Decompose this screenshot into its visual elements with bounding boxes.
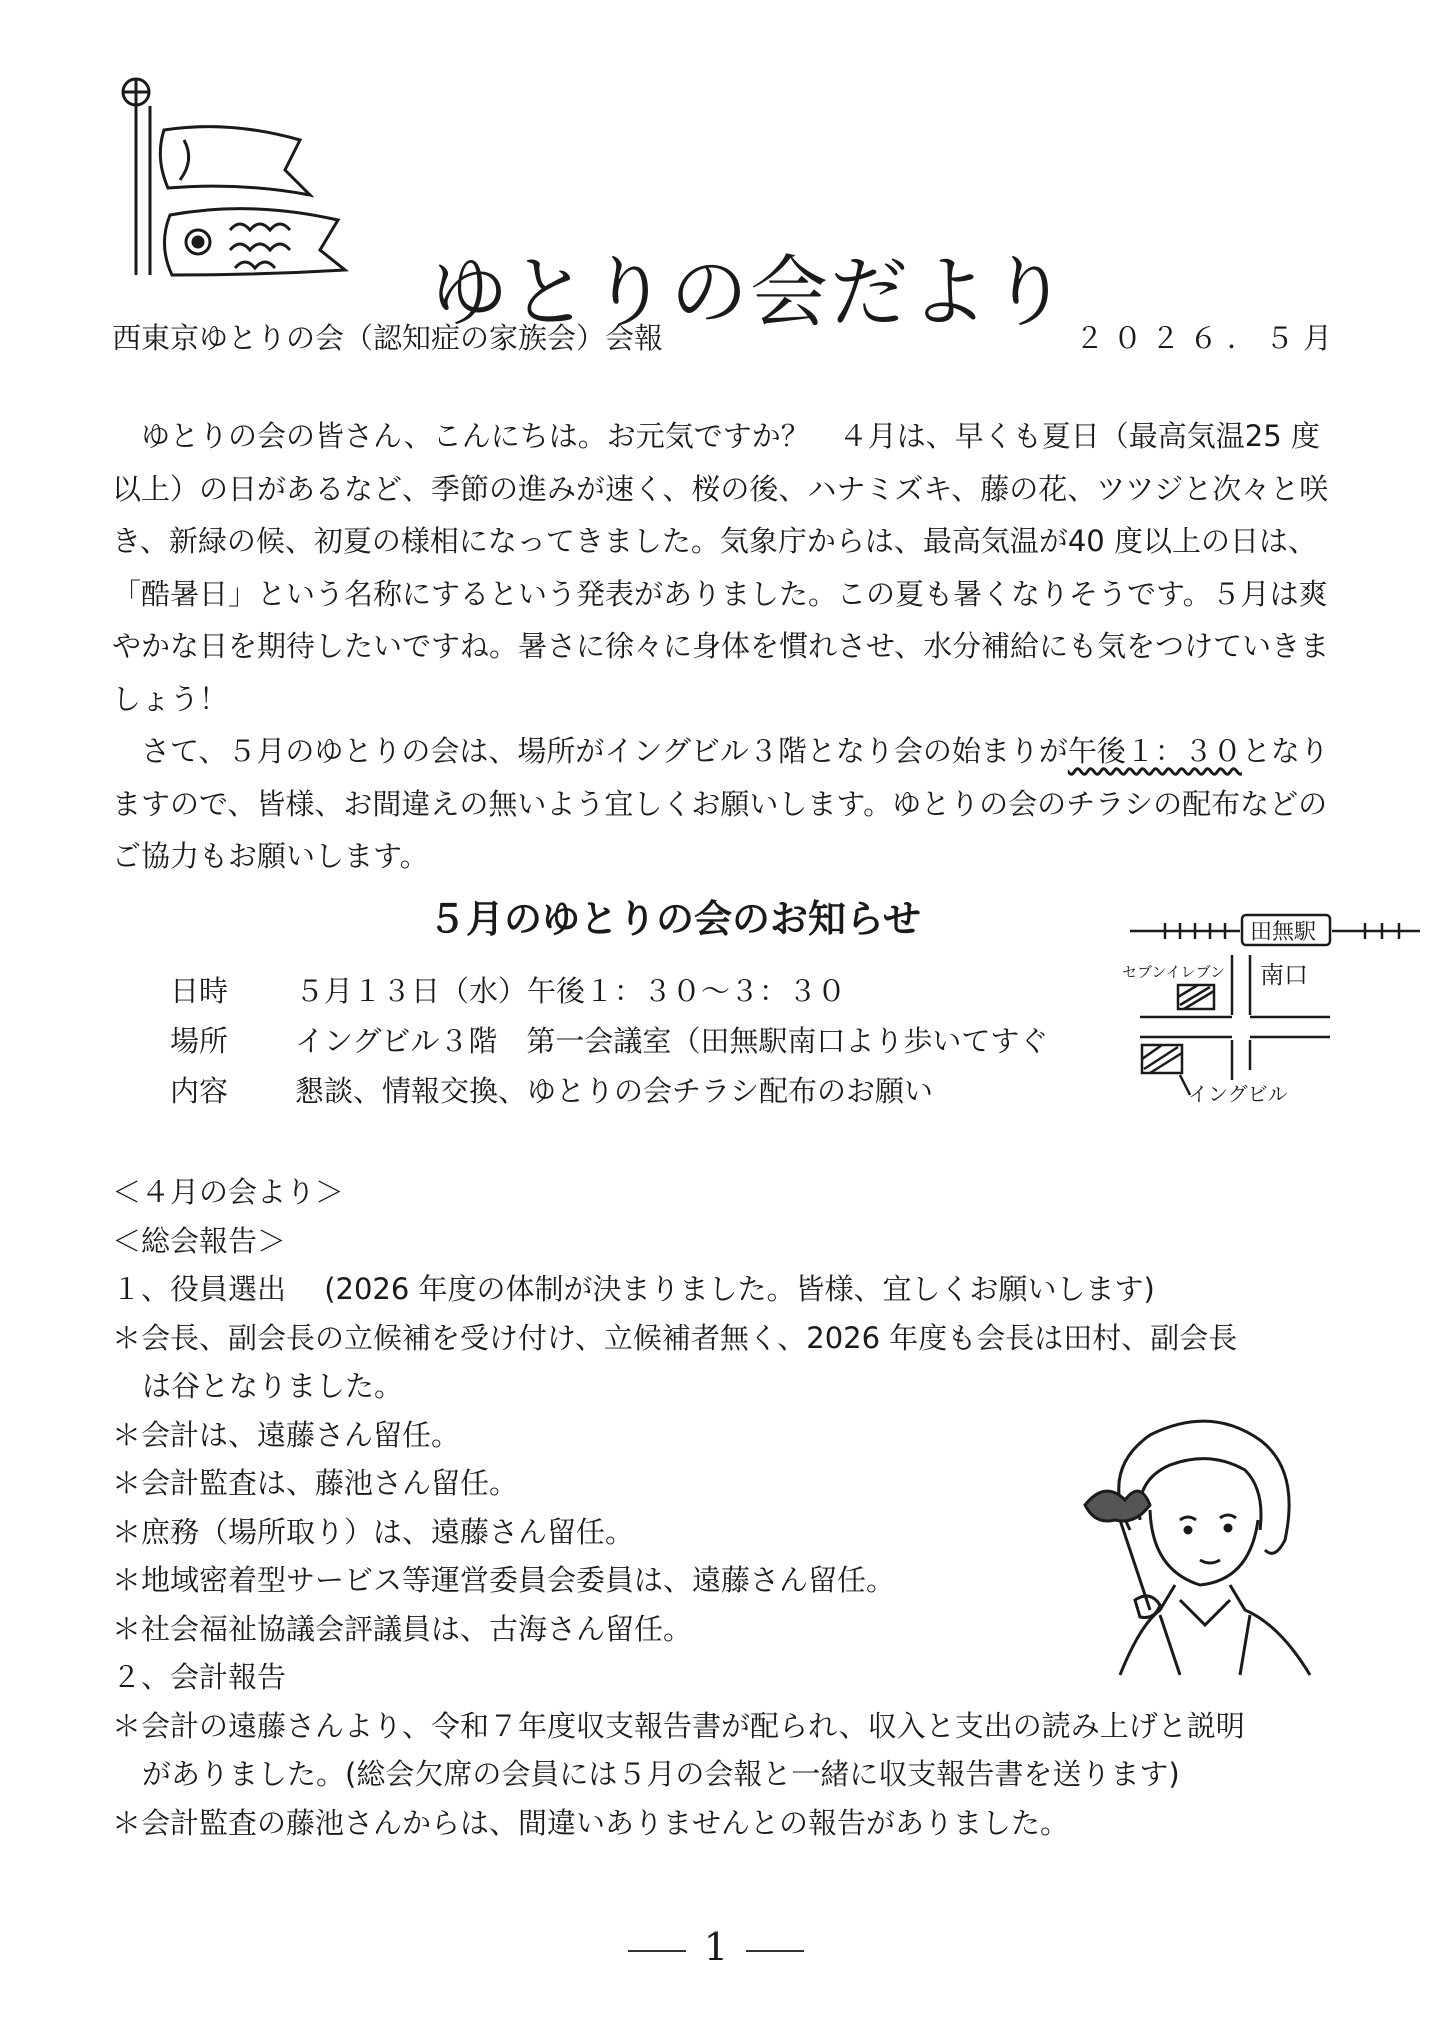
report-line: ＊会計監査は、藤池さん留任。 <box>112 1466 519 1500</box>
seven-eleven-label: セブンイレブン <box>1122 963 1226 981</box>
detail-value: イングビル３階 第一会議室（田無駅南口より歩いてすぐ <box>295 1024 1049 1058</box>
detail-row-location <box>170 1016 1048 1066</box>
report-line: ＊地域密着型サービス等運営委員会委員は、遠藤さん留任。 <box>112 1563 896 1597</box>
detail-row-content <box>170 1066 1048 1116</box>
south-exit-label: 南口 <box>1260 961 1308 989</box>
report-line: ＜４月の会より＞ <box>112 1175 345 1209</box>
intro-paragraph-2 <box>112 725 1342 883</box>
intro-paragraph-2-after: となりますので、皆様、お間違えの無いよう宜しくお願いします。ゆとりの会のチラシの配布などのご協力もお願いします。 <box>112 734 1329 873</box>
detail-label: 場所 <box>170 1024 229 1058</box>
report-line: ＊庶務（場所取り）は、遠藤さん留任。 <box>112 1514 635 1549</box>
report-line: ＜総会報告＞ <box>112 1223 287 1258</box>
access-map <box>1120 905 1430 1105</box>
report-line: １、役員選出 (2026 年度の体制が決まりました。皆様、宜しくお願いします) <box>112 1272 1155 1306</box>
newsletter-title: ゆとりの会だより <box>430 248 1071 339</box>
detail-label: 内容 <box>170 1074 229 1108</box>
report-line: ＊社会福祉協議会評議員は、古海さん留任。 <box>112 1611 693 1646</box>
report-line: ＊会計は、遠藤さん留任。 <box>112 1417 461 1452</box>
intro-section <box>112 410 1342 883</box>
report-line: ＊会長、副会長の立候補を受け付け、立候補者無く、2026 年度も会長は田村、副会長 <box>112 1320 1238 1355</box>
detail-value: 懇談、情報交換、ゆとりの会チラシ配布のお願い <box>295 1074 934 1108</box>
report-line: ＊会計監査の藤池さんからは、間違いありませんとの報告がありました。 <box>112 1805 1070 1840</box>
detail-row-datetime <box>170 966 1048 1016</box>
report-line: は谷となりました。 <box>142 1369 404 1403</box>
detail-label: 日時 <box>170 974 229 1008</box>
koinobori-illustration <box>110 70 370 280</box>
report-line: ２、会計報告 <box>112 1660 287 1694</box>
intro-paragraph-2-before: さて、５月のゆとりの会は、場所がイングビル３階となり会の始まりが <box>141 734 1068 768</box>
notice-title: ５月のゆとりの会のお知らせ <box>428 897 921 941</box>
page-number-dash-right <box>746 1950 804 1952</box>
station-label: 田無駅 <box>1250 920 1317 945</box>
page-number <box>0 1925 1432 1969</box>
page-number-dash-left <box>628 1950 686 1952</box>
start-time-highlight: 午後１：３０ <box>1067 734 1242 768</box>
report-line: がありました。(総会欠席の会員には５月の会報と一緒に収支報告書を送ります) <box>142 1757 1180 1791</box>
notice-details <box>170 966 1048 1116</box>
building-label: イングビル <box>1188 1082 1288 1106</box>
report-line: ＊会計の遠藤さんより、令和７年度収支報告書が配られ、収入と支出の読み上げと説明 <box>112 1708 1245 1743</box>
organization-name: 西東京ゆとりの会（認知症の家族会）会報 <box>112 321 664 355</box>
intro-paragraph-1: ゆとりの会の皆さん、こんにちは。お元気ですか？ ４月は、早くも夏日（最高気温25 度以上）の日があるなど、季節の進みが速く、桜の後、ハナミズキ、藤の花、ツツジと次々と咲き、新緑の候、初夏の様相になってきました。気象庁からは、最高気温が40 度以上の日は、「酷暑日」という名称にするという発表がありました。この夏も暑くなりそうです。５月は爽やかな日を期待したいですね。暑さに徐々に身体を慣れさせ、水分補給にも気をつけていきましょう！ <box>112 419 1330 716</box>
page-number-value: 1 <box>703 1925 729 1969</box>
issue-date: ２０２６．５月 <box>1075 321 1342 355</box>
woman-with-flower-illustration <box>1080 1410 1330 1680</box>
detail-value: ５月１３日（水）午後１：３０～３：３０ <box>295 974 847 1008</box>
